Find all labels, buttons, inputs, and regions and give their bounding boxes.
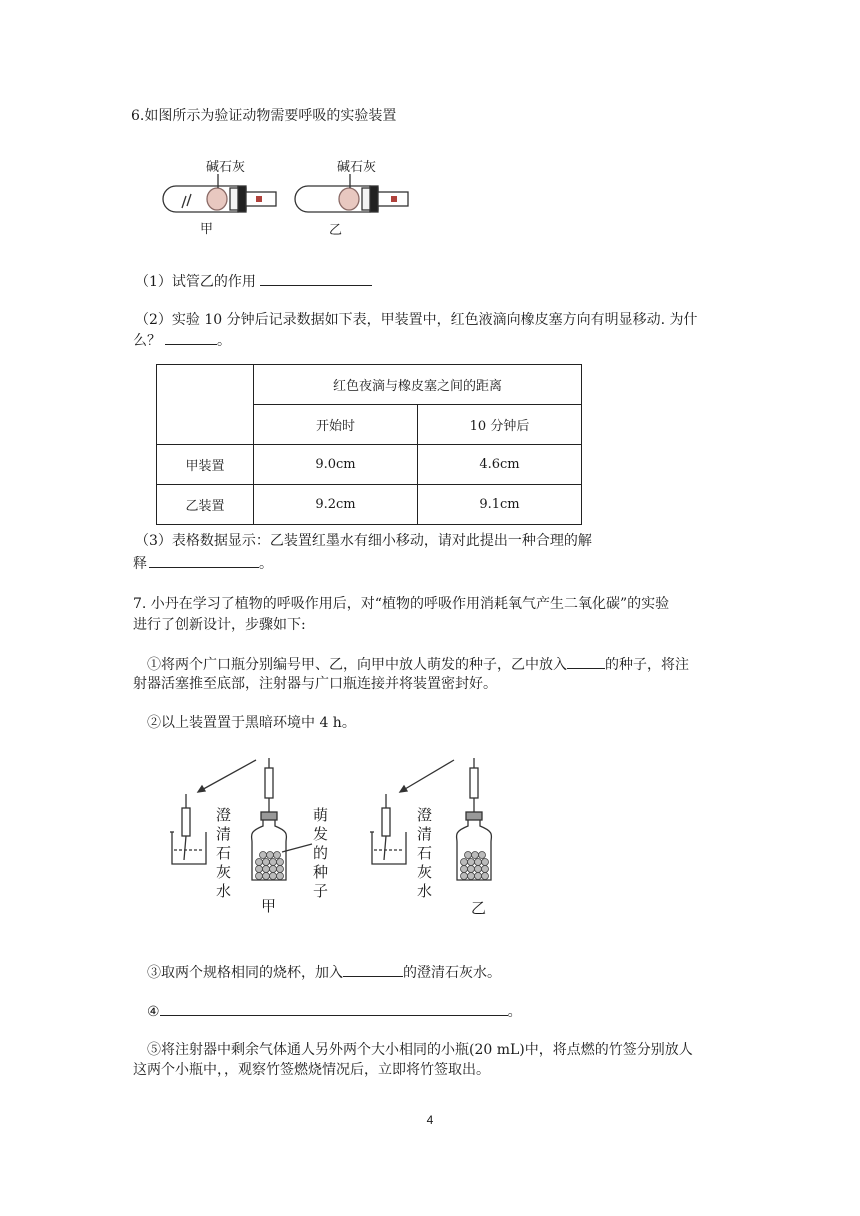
q6-part2-line1: （2）实验 10 分钟后记录数据如下表，甲装置中，红色液滴向橡皮塞方向有明显移动. 为什	[135, 312, 698, 328]
cell-after: 4.6cm	[418, 445, 582, 485]
cell-start: 9.2cm	[254, 485, 418, 525]
q7-step1-line2: 射器活塞推至底部，注射器与广口瓶连接并将装置密封好。	[133, 676, 497, 692]
q6-title: 6.如图所示为验证动物需要呼吸的实验装置	[131, 108, 397, 124]
soda-lime-jia	[207, 188, 227, 210]
q7-step4: ④ 。	[147, 1001, 522, 1022]
bottle-label-yi: 乙	[471, 899, 487, 917]
label-germinating-seeds: 萌 发 的 种 子	[313, 806, 329, 900]
q7-step5-line2: 这两个小瓶中，，观察竹签燃烧情况后，立即将竹签取出。	[133, 1062, 490, 1078]
cell-start: 9.0cm	[254, 445, 418, 485]
table-row	[157, 485, 582, 525]
row-name: 乙装置	[157, 485, 254, 525]
soda-lime-label-right: 碱石灰	[337, 160, 377, 175]
q7-intro-line1: 7. 小丹在学习了植物的呼吸作用后，对“植物的呼吸作用消耗氧气产生二氧化碳”的实验	[133, 596, 670, 612]
red-drop-yi	[391, 196, 397, 202]
tube-label-jia: 甲	[200, 222, 214, 237]
seeds	[256, 852, 284, 880]
page-number: 4	[426, 1113, 434, 1127]
q7-step3: ③取两个规格相同的烧杯，加入 的澄清石灰水。	[147, 962, 501, 983]
label-right-limewater: 澄 清 石 灰 水	[417, 806, 433, 900]
table-header-start: 开始时	[254, 405, 418, 445]
q6-apparatus-figure	[158, 152, 418, 242]
table-header-after: 10 分钟后	[418, 405, 582, 445]
q7-intro-line2: 进行了创新设计，步骤如下:	[133, 617, 306, 633]
row-name: 甲装置	[157, 445, 254, 485]
bottle-label-jia: 甲	[261, 897, 277, 915]
table-row	[157, 445, 582, 485]
q7-step2: ②以上装置置于黑暗环境中 4 h。	[147, 715, 356, 731]
cell-after: 9.1cm	[418, 485, 582, 525]
beaker-yi	[372, 832, 406, 864]
q6-part2-line2: 么？ 。	[133, 330, 231, 351]
table-header-main: 红色夜滴与橡皮塞之间的距离	[254, 365, 582, 405]
q6-part3-line1: （3）表格数据显示：乙装置红墨水有细小移动，请对此提出一种合理的解	[135, 533, 592, 549]
label-left-limewater: 澄 清 石 灰 水	[216, 806, 232, 900]
q7-step1-line1: ①将两个广口瓶分别编号甲、乙，向甲中放人萌发的种子，乙中放入 的种子，将注	[147, 654, 689, 675]
q7-step5-line1: ⑤将注射器中剩余气体通人另外两个大小相同的小瓶(20 mL)中，将点燃的竹签分别放人	[147, 1042, 693, 1058]
tube-label-yi: 乙	[329, 223, 343, 238]
soda-lime-yi	[339, 188, 359, 210]
red-drop-jia	[256, 196, 262, 202]
q6-part1: （1）试管乙的作用	[135, 271, 372, 292]
q6-part3-line2: 释 。	[133, 553, 273, 574]
soda-lime-label-left: 碱石灰	[206, 160, 246, 175]
distance-table	[156, 364, 582, 525]
q7-apparatus-figure	[160, 752, 520, 924]
beaker-jia	[172, 832, 206, 864]
